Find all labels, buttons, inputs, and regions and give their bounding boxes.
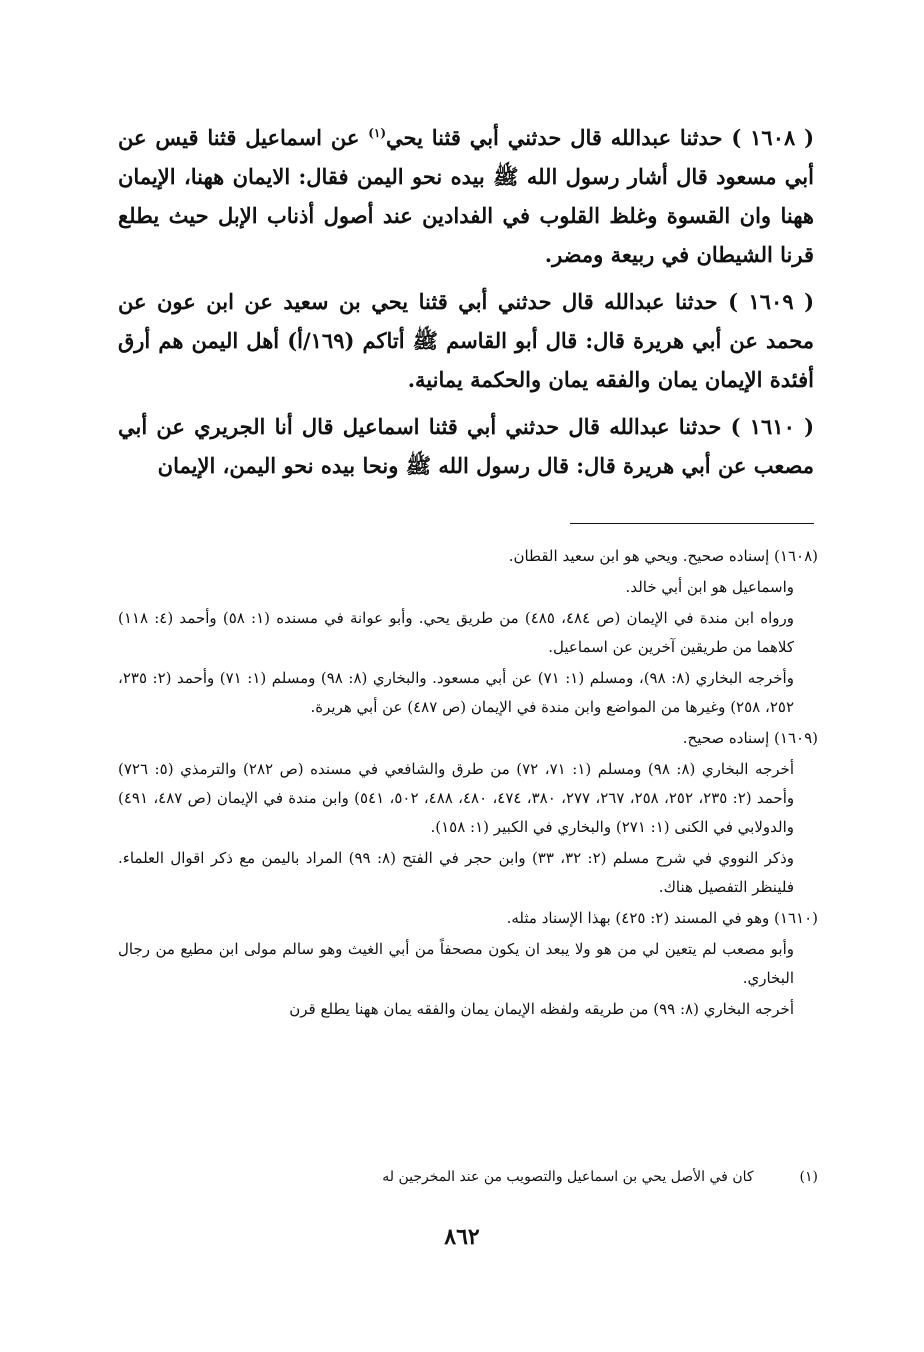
hadith-1609 [118, 282, 814, 399]
hadith-number: ( ١٦١٠ ) [730, 414, 815, 439]
hadith-1608 [118, 118, 814, 274]
hadith-1610 [118, 407, 814, 485]
note-paragraph: وذكر النووي في شرح مسلم (٢: ٣٢، ٣٣) وابن حجر في الفتح (٨: ٩٩) المراد باليمن مع ذكر اقوال العلماء. فلينظر التفصيل هناك. [118, 849, 794, 896]
main-text [118, 118, 814, 493]
note-paragraph: أخرجه البخاري (٨: ٩٩) من طريقه ولفظه الإيمان يمان والفقه يمان ههنا يطلع قرن [289, 1000, 794, 1018]
hadith-number: ( ١٦٠٨ ) [731, 125, 815, 150]
hadith-text: حدثنا عبدالله قال حدثني أبي قثنا يحي [386, 125, 723, 150]
note-paragraph: ورواه ابن مندة في الإيمان (ص ٤٨٤، ٤٨٥) من طريق يحي. وأبو عوانة في مسنده (١: ٥٨) وأحمد (٤: ١١٨) كلاهما من طريقين آخرين عن اسماعيل. [118, 609, 794, 656]
note-heading-1609: (١٦٠٩) إسناده صحيح. [682, 729, 818, 747]
footnote-number: (١) [799, 1169, 818, 1185]
note-paragraph: وأخرجه البخاري (٨: ٩٨)، ومسلم (١: ٧١) عن أبي مسعود. والبخاري (٨: ٩٨) ومسلم (١: ٧١) وأحمد (٢: ٢٣٥، ٢٥٢، ٢٥٨) وغيرها من المواضع وابن مندة في الإيمان (ص ٤٨٧) عن أبي هريرة. [118, 669, 794, 716]
footnote-text: كان في الأصل يحي بن اسماعيل والتصويب من عند المخرجين له [382, 1169, 754, 1185]
note-paragraph: وأبو مصعب لم يتعين لي من هو ولا يبعد ان يكون مصحفاً من أبي الغيث وهو سالم مولى ابن مطيع من رجال البخاري. [118, 940, 794, 987]
hadith-text: حدثنا عبدالله قال حدثني أبي قثنا يحي بن سعيد عن ابن عون عن محمد عن أبي هريرة قال: قال أبو القاسم ﷺ أتاكم (١٦٩/أ) أهل اليمن هم أرق أفئدة الإيمان يمان والفقه يمان والحكمة يمانية. [118, 289, 814, 392]
note-heading-1610: (١٦١٠) وهو في المسند (٢: ٤٢٥) بهذا الإسناد مثله. [506, 909, 818, 927]
hadith-number: ( ١٦٠٩ ) [728, 289, 815, 314]
footnote-reference[interactable]: (١) [368, 126, 387, 140]
hadith-text-continued: عن اسماعيل قثنا قيس عن أبي مسعود قال أشار رسول الله ﷺ بيده نحو اليمن فقال: الايمان ههنا، الإيمان ههنا وان القسوة وغلظ القلوب في الفدادين عند أصول أذناب الإبل حيث يطلع قرنا الشيطان في ربيعة ومضر. [118, 125, 814, 267]
note-paragraph: أخرجه البخاري (٨: ٩٨) ومسلم (١: ٧١، ٧٢) من طرق والشافعي في مسنده (ص ٢٨٢) والترمذي (٥: ٧٢٦) وأحمد (٢: ٢٣٥، ٢٥٢، ٢٥٨، ٢٦٧، ٢٧٧، ٣٨٠، ٤٧٤، ٤٨٠، ٤٨٨، ٥٠٢، ٥٤١) وابن مندة في الإيمان (ص ٤٨٧، ٤٩١) والدولابي في الكنى (١: ٢٧١) والبخاري في الكبير (١: ١٥٨). [118, 760, 795, 836]
footnote [118, 1164, 818, 1190]
page-number: ٨٦٢ [444, 1224, 480, 1250]
hadith-text: حدثنا عبدالله قال حدثني أبي قثنا اسماعيل قال أنا الجريري عن أبي مصعب عن أبي هريرة قال: قال رسول الله ﷺ ونحا بيده نحو اليمن، الإيمان [118, 414, 814, 478]
note-paragraph: واسماعيل هو ابن أبي خالد. [625, 578, 794, 596]
commentary-notes [118, 542, 818, 1026]
note-heading-1608: (١٦٠٨) إسناده صحيح. ويحي هو ابن سعيد القطان. [508, 547, 818, 565]
footnote-divider [570, 523, 814, 524]
